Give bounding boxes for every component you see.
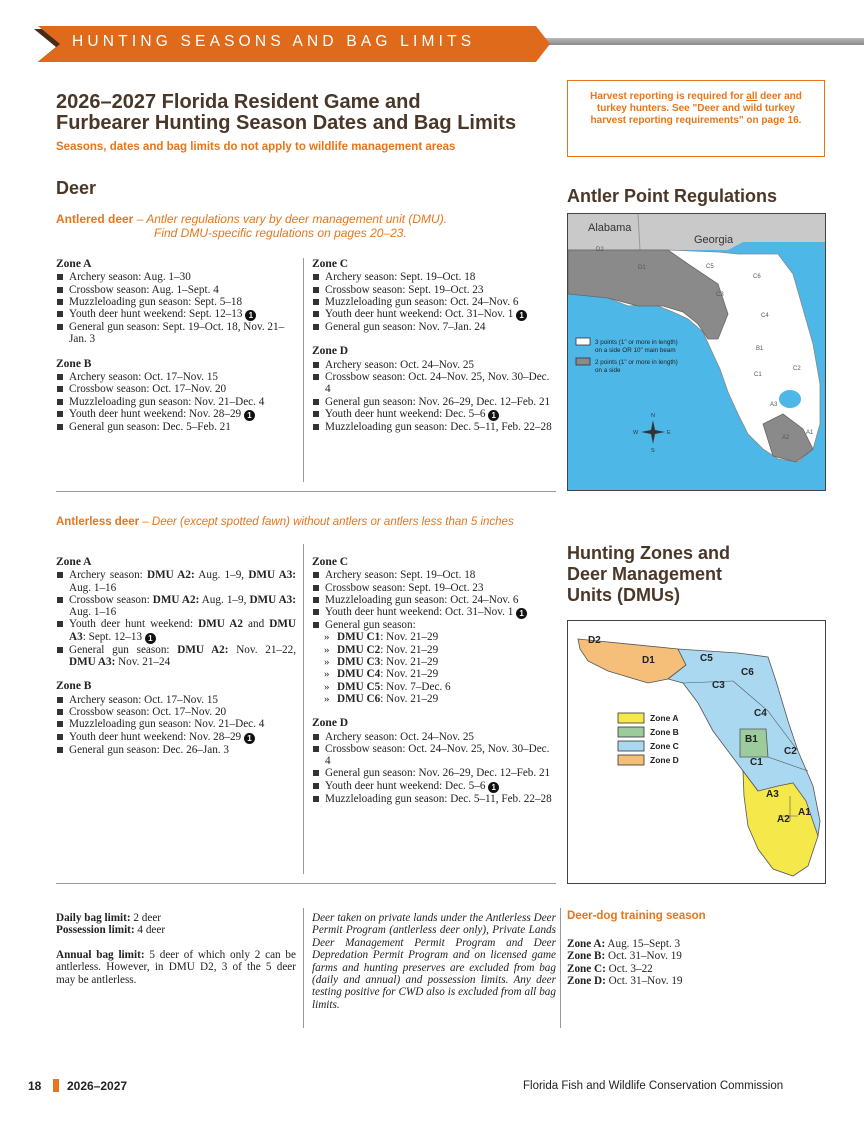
footnote-1-icon: 1	[516, 310, 527, 321]
list-item: Archery season: Oct. 17–Nov. 15	[56, 371, 296, 383]
list-item: General gun season: Nov. 26–29, Dec. 12–Feb. 21	[312, 767, 556, 779]
notice-emphasis: all	[746, 91, 758, 102]
dmu-item: » DMU C4: Nov. 21–29	[312, 668, 556, 680]
legend-swatch-zone-b	[618, 727, 644, 737]
zone-d-list	[312, 359, 556, 433]
legend-label: Zone D	[650, 755, 679, 765]
dmu-item: » DMU C6: Nov. 21–29	[312, 693, 556, 705]
list-item: General gun season: Nov. 7–Jan. 24	[312, 321, 556, 333]
footnote-1-icon: 1	[244, 410, 255, 421]
zone-c-heading: Zone C	[312, 556, 349, 568]
list-item: Muzzleloading gun season: Dec. 5–11, Feb. 22–28	[312, 421, 556, 433]
list-item: General gun season: Nov. 26–29, Dec. 12–Feb. 21	[312, 396, 556, 408]
dog-training-row: Zone B: Oct. 31–Nov. 19	[567, 950, 682, 963]
legend-3pt-label: 3 points (1" or more in length)	[595, 339, 678, 346]
svg-text:S: S	[651, 448, 655, 454]
harvest-reporting-notice	[567, 80, 825, 157]
unit-label: A2	[777, 814, 790, 825]
unit-label: C3	[716, 292, 724, 298]
dmu-item: » DMU C3: Nov. 21–29	[312, 656, 556, 668]
item-text: Youth deer hunt weekend: Oct. 31–Nov. 1	[325, 606, 514, 619]
page-subtitle: Seasons, dates and bag limits do not apply to wildlife management areas	[56, 141, 456, 153]
zone-b-list	[56, 694, 296, 756]
item-text: Youth deer hunt weekend: Dec. 5–6	[325, 407, 486, 420]
list-item: Crossbow season: Oct. 24–Nov. 25, Nov. 30–Dec. 4	[312, 743, 556, 768]
list-item: Crossbow season: Sept. 19–Oct. 23	[312, 284, 556, 296]
footnote-1-icon: 1	[488, 410, 499, 421]
item-text: Youth deer hunt weekend: Dec. 5–6	[325, 779, 486, 792]
zone-d-heading: Zone D	[312, 717, 349, 730]
dmu-item: » DMU C5: Nov. 7–Dec. 6	[312, 681, 556, 693]
legend-swatch-zone-c	[618, 741, 644, 751]
list-item	[312, 308, 556, 321]
dog-training-row: Zone C: Oct. 3–22	[567, 962, 653, 975]
antler-map-title: Antler Point Regulations	[567, 186, 778, 206]
legend-swatch-3pt	[576, 338, 590, 345]
dmu-item: » DMU C2: Nov. 21–29	[312, 644, 556, 656]
antlerless-right-column	[312, 556, 556, 805]
unit-label: C2	[784, 746, 797, 757]
legend-swatch-zone-d	[618, 755, 644, 765]
legend-label: Zone A	[650, 713, 679, 723]
antlerless-note: – Deer (except spotted fawn) without antlers or antlers less than 5 inches	[139, 516, 514, 528]
footnote-1-icon: 1	[244, 733, 255, 744]
title-line-2: Furbearer Hunting Season Dates and Bag Limits	[56, 112, 517, 134]
column-divider	[303, 544, 304, 874]
unit-label: C4	[754, 708, 767, 719]
antlerless-left-column	[56, 556, 296, 756]
list-item: Muzzleloading gun season: Oct. 24–Nov. 6	[312, 594, 556, 606]
antlered-right-column	[312, 258, 556, 433]
zone-a-heading: Zone A	[56, 258, 92, 270]
zone-d-list	[312, 731, 556, 805]
title-line-1: 2026–2027 Florida Resident Game and	[56, 91, 421, 113]
dog-training-row: Zone A: Aug. 15–Sept. 3	[567, 938, 681, 950]
legend-label: Zone C	[650, 741, 679, 751]
unit-label: C5	[700, 653, 713, 664]
list-item: General gun season: DMU A2: Nov. 21–22, DMU A3: Nov. 21–24	[56, 644, 296, 669]
georgia-label: Georgia	[694, 234, 734, 246]
svg-text:N: N	[651, 413, 655, 419]
bag-limits	[56, 912, 296, 986]
footnote-1-icon: 1	[488, 782, 499, 793]
banner-title: HUNTING SEASONS AND BAG LIMITS	[72, 33, 476, 50]
list-item: Crossbow season: Oct. 17–Nov. 20	[56, 383, 296, 395]
unit-label: C6	[741, 667, 754, 678]
item-text: Youth deer hunt weekend: Sept. 12–13	[69, 308, 243, 321]
column-divider	[303, 908, 304, 1028]
antlered-subhead	[56, 212, 536, 240]
list-item: Crossbow season: Aug. 1–Sept. 4	[56, 284, 296, 296]
list-item: Crossbow season: Oct. 17–Nov. 20	[56, 706, 296, 718]
antlerless-subhead	[56, 516, 514, 528]
footer-year: 2026–2027	[67, 1079, 128, 1093]
list-item: Archery season: DMU A2: Aug. 1–9, DMU A3: Aug. 1–16	[56, 569, 296, 594]
list-item: Muzzleloading gun season: Nov. 21–Dec. 4	[56, 718, 296, 730]
footer-accent-bar	[53, 1079, 59, 1092]
list-item: Muzzleloading gun season: Sept. 5–18	[56, 296, 296, 308]
list-item: Archery season: Oct. 24–Nov. 25	[312, 731, 556, 743]
list-item: General gun season:	[312, 619, 556, 631]
bag-exemption-note: Deer taken on private lands under the Antlerless Deer Permit Program (antlerless deer only), Private Lands Deer Management Permit Program and Deer Depredation Permit Program and on licensed game farms and hunting preserves are excluded from bag (daily and annual) and possession limits. Any deer testing positive for CWD also is excluded from all bag limits.	[312, 912, 556, 1011]
list-item: Archery season: Oct. 17–Nov. 15	[56, 694, 296, 706]
banner-rule	[520, 38, 864, 45]
unit-label: C4	[761, 313, 769, 319]
unit-label: C1	[750, 757, 763, 768]
zone-d-heading: Zone D	[312, 345, 349, 358]
item-text: Youth deer hunt weekend: Nov. 28–29	[69, 407, 242, 420]
list-item: Archery season: Sept. 19–Oct. 18	[312, 569, 556, 581]
unit-label: D1	[638, 265, 646, 271]
list-item: Muzzleloading gun season: Oct. 24–Nov. 6	[312, 296, 556, 308]
hunting-zones-map	[567, 620, 826, 884]
footer-organization: Florida Fish and Wildlife Conservation Commission	[523, 1080, 784, 1092]
unit-label: A3	[770, 402, 778, 408]
footnote-1-icon: 1	[516, 608, 527, 619]
list-item	[56, 731, 296, 744]
notice-text: Harvest reporting is required for	[590, 91, 747, 102]
unit-label: A3	[766, 789, 779, 800]
antlered-label: Antlered deer	[56, 212, 134, 226]
alabama-label: Alabama	[588, 222, 632, 234]
deer-dog-training	[567, 910, 807, 988]
list-item: General gun season: Sept. 19–Oct. 18, Nov. 21–Jan. 3	[56, 321, 296, 346]
antler-point-map	[567, 213, 826, 491]
unit-label: D2	[596, 247, 604, 253]
page-title	[56, 92, 556, 134]
list-item: Crossbow season: Oct. 24–Nov. 25, Nov. 30–Dec. 4	[312, 371, 556, 396]
item-text: Youth deer hunt weekend: Oct. 31–Nov. 1	[325, 308, 514, 321]
unit-label: C3	[712, 680, 725, 691]
section-divider	[56, 491, 556, 492]
page-number: 18	[28, 1079, 42, 1093]
legend-label: Zone B	[650, 727, 679, 737]
legend-3pt-label-2: on a side OR 10" main beam	[595, 347, 676, 354]
list-item: Archery season: Aug. 1–30	[56, 271, 296, 283]
list-item: Youth deer hunt weekend: DMU A2 and DMU A3: Sept. 12–13 1	[56, 618, 296, 643]
zone-b-heading: Zone B	[56, 357, 92, 370]
legend-swatch-2pt	[576, 358, 590, 365]
unit-label: C1	[754, 372, 762, 378]
unit-label: A1	[806, 430, 814, 436]
list-item: General gun season: Dec. 26–Jan. 3	[56, 744, 296, 756]
list-item: Muzzleloading gun season: Nov. 21–Dec. 4	[56, 396, 296, 408]
list-item: Muzzleloading gun season: Dec. 5–11, Feb. 22–28	[312, 793, 556, 805]
list-item	[312, 780, 556, 793]
zone-c-heading: Zone C	[312, 258, 349, 270]
list-item	[56, 308, 296, 321]
unit-label: A1	[798, 807, 811, 818]
antlered-left-column	[56, 258, 296, 433]
antlerless-label: Antlerless deer	[56, 516, 140, 528]
column-divider	[560, 908, 561, 1028]
daily-bag-limit: Daily bag limit: 2 deer	[56, 912, 162, 924]
zone-a-list	[56, 271, 296, 345]
unit-label: D1	[642, 655, 655, 666]
list-item	[312, 408, 556, 421]
lake-okeechobee	[779, 390, 801, 408]
antlered-note-2: Find DMU-specific regulations on pages 20–23.	[154, 226, 407, 240]
zone-c-list	[312, 569, 556, 705]
svg-text:W: W	[633, 430, 639, 436]
unit-label: B1	[756, 346, 764, 352]
footnote-1-icon: 1	[245, 310, 256, 321]
unit-label: A2	[782, 435, 790, 441]
list-item: Crossbow season: DMU A2: Aug. 1–9, DMU A3: Aug. 1–16	[56, 594, 296, 619]
footnote-1-icon: 1	[145, 633, 156, 644]
annual-bag-limit: Annual bag limit: 5 deer of which only 2 can be antlerless. However, in DMU D2, 3 of the 5 deer may be antlerless.	[56, 948, 296, 986]
dmu-item: » DMU C1: Nov. 21–29	[312, 631, 556, 643]
dog-training-heading: Deer-dog training season	[567, 910, 706, 922]
unit-label: C6	[753, 274, 761, 280]
list-item	[56, 408, 296, 421]
unit-label: C2	[793, 366, 801, 372]
antlered-note: – Antler regulations vary by deer management unit (DMU).	[133, 212, 448, 226]
zone-a-heading: Zone A	[56, 556, 92, 568]
possession-limit: Possession limit: 4 deer	[56, 924, 166, 937]
legend-2pt-label: 2 points (1" or more in length)	[595, 359, 678, 366]
item-text: Youth deer hunt weekend: Nov. 28–29	[69, 730, 242, 743]
zone-b-heading: Zone B	[56, 680, 92, 693]
list-item: Crossbow season: Sept. 19–Oct. 23	[312, 582, 556, 594]
dog-training-row: Zone D: Oct. 31–Nov. 19	[567, 975, 683, 988]
list-item	[312, 606, 556, 619]
zone-b-list	[56, 371, 296, 433]
unit-label: C5	[706, 264, 714, 270]
zones-map-title: Hunting Zones and Deer Management Units (DMUs)	[567, 543, 730, 605]
unit-label: B1	[745, 734, 758, 745]
zones-map-graphic	[568, 621, 825, 883]
list-item: Archery season: Sept. 19–Oct. 18	[312, 271, 556, 283]
notice-text-end: deer and turkey hunters. See "Deer and wild turkey harvest reporting requirements" on page 16.	[590, 91, 802, 126]
svg-text:E: E	[667, 430, 671, 436]
zone-c-list	[312, 271, 556, 333]
legend-2pt-label-2: on a side	[595, 367, 621, 374]
unit-label: D2	[588, 635, 601, 646]
antler-map-graphic	[568, 214, 825, 490]
legend-swatch-zone-a	[618, 713, 644, 723]
column-divider	[303, 258, 304, 482]
section-divider	[56, 883, 556, 884]
zone-a-list	[56, 569, 296, 668]
list-item: General gun season: Dec. 5–Feb. 21	[56, 421, 296, 433]
list-item: Archery season: Oct. 24–Nov. 25	[312, 359, 556, 371]
deer-heading: Deer	[56, 178, 97, 198]
